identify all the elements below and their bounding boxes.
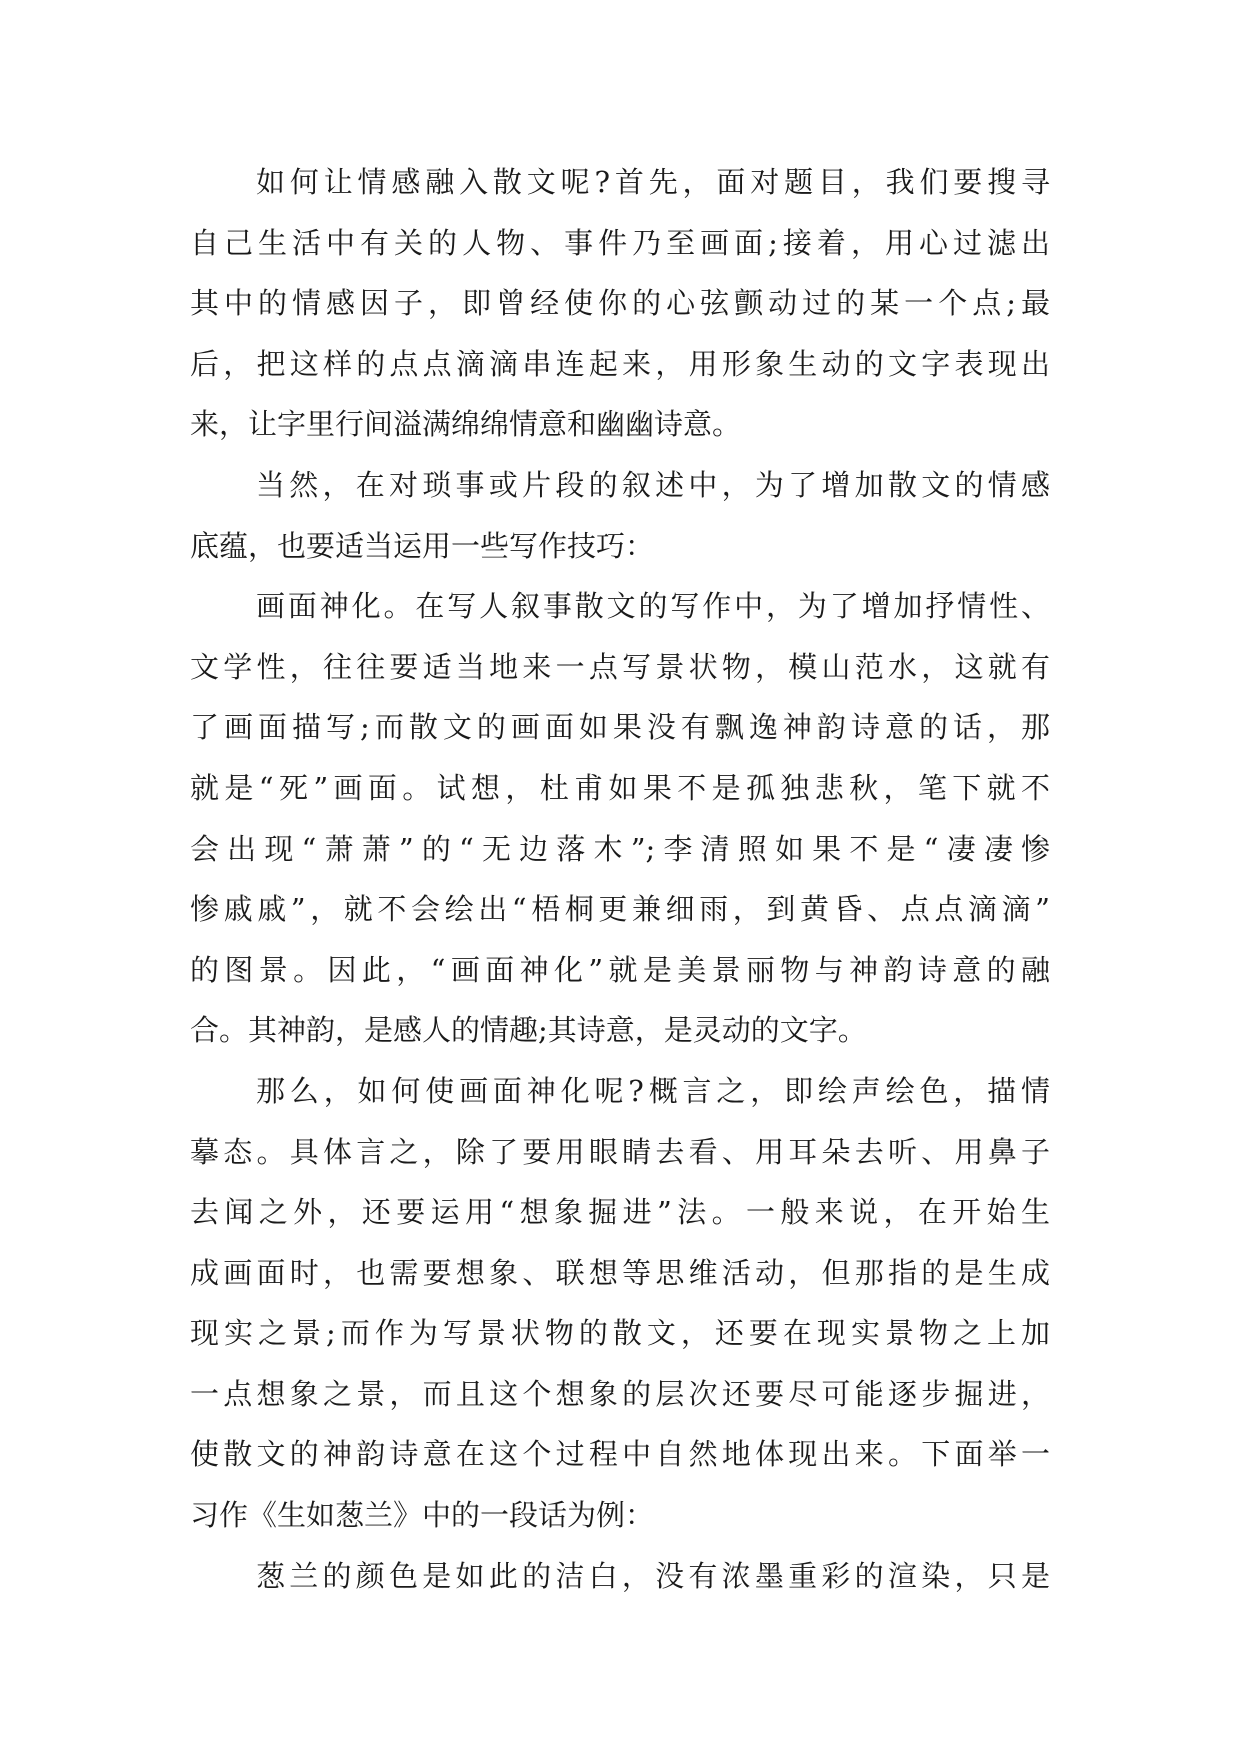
text-line: 现实之景;而作为写景状物的散文，还要在现实景物之上加 (190, 1316, 1050, 1351)
text-line: 文学性，往往要适当地来一点写景状物，模山范水，这就有 (190, 649, 1050, 684)
paragraph (190, 152, 1050, 455)
text-line: 就是“死”画面。试想，杜甫如果不是孤独悲秋，笔下就不 (190, 770, 1050, 805)
document-body (190, 152, 1050, 1606)
text-line: 如何让情感融入散文呢?首先，面对题目，我们要搜寻 (256, 165, 1050, 199)
text-line: 葱兰的颜色是如此的洁白，没有浓墨重彩的渲染，只是 (256, 1558, 1050, 1593)
paragraph (190, 576, 1050, 1061)
text-line: 来，让字里行间溢满绵绵情意和幽幽诗意。 (190, 407, 742, 442)
text-line: 合。其神韵，是感人的情趣;其诗意，是灵动的文字。 (190, 1013, 867, 1048)
text-line: 画面神化。在写人叙事散文的写作中，为了增加抒情性、 (256, 589, 1050, 624)
text-line: 去闻之外，还要运用“想象掘进”法。一般来说，在开始生 (190, 1195, 1050, 1230)
text-line: 会出现“萧萧”的“无边落木”;李清照如果不是“凄凄惨 (190, 831, 1050, 866)
text-line: 一点想象之景，而且这个想象的层次还要尽可能逐步掘进， (190, 1376, 1050, 1411)
paragraph (190, 1546, 1050, 1607)
text-line: 摹态。具体言之，除了要用眼睛去看、用耳朵去听、用鼻子 (190, 1134, 1050, 1169)
text-line: 成画面时，也需要想象、联想等思维活动，但那指的是生成 (190, 1255, 1050, 1290)
text-line: 其中的情感因子，即曾经使你的心弦颤动过的某一个点;最 (190, 286, 1050, 321)
paragraph (190, 455, 1050, 576)
text-line: 惨戚戚”，就不会绘出“梧桐更兼细雨，到黄昏、点点滴滴” (190, 892, 1050, 927)
text-line: 的图景。因此，“画面神化”就是美景丽物与神韵诗意的融 (190, 952, 1050, 987)
text-line: 当然，在对琐事或片段的叙述中，为了增加散文的情感 (256, 467, 1050, 502)
paragraph (190, 1061, 1050, 1546)
text-line: 那么，如何使画面神化呢?概言之，即绘声绘色，描情 (256, 1073, 1050, 1108)
text-line: 习作《生如葱兰》中的一段话为例： (190, 1498, 655, 1533)
text-line: 了画面描写;而散文的画面如果没有飘逸神韵诗意的话，那 (190, 710, 1050, 745)
text-line: 使散文的神韵诗意在这个过程中自然地体现出来。下面举一 (190, 1437, 1050, 1472)
text-line: 自己生活中有关的人物、事件乃至画面;接着，用心过滤出 (190, 225, 1050, 260)
text-line: 底蕴，也要适当运用一些写作技巧： (190, 528, 655, 563)
text-line: 后，把这样的点点滴滴串连起来，用形象生动的文字表现出 (190, 346, 1050, 381)
